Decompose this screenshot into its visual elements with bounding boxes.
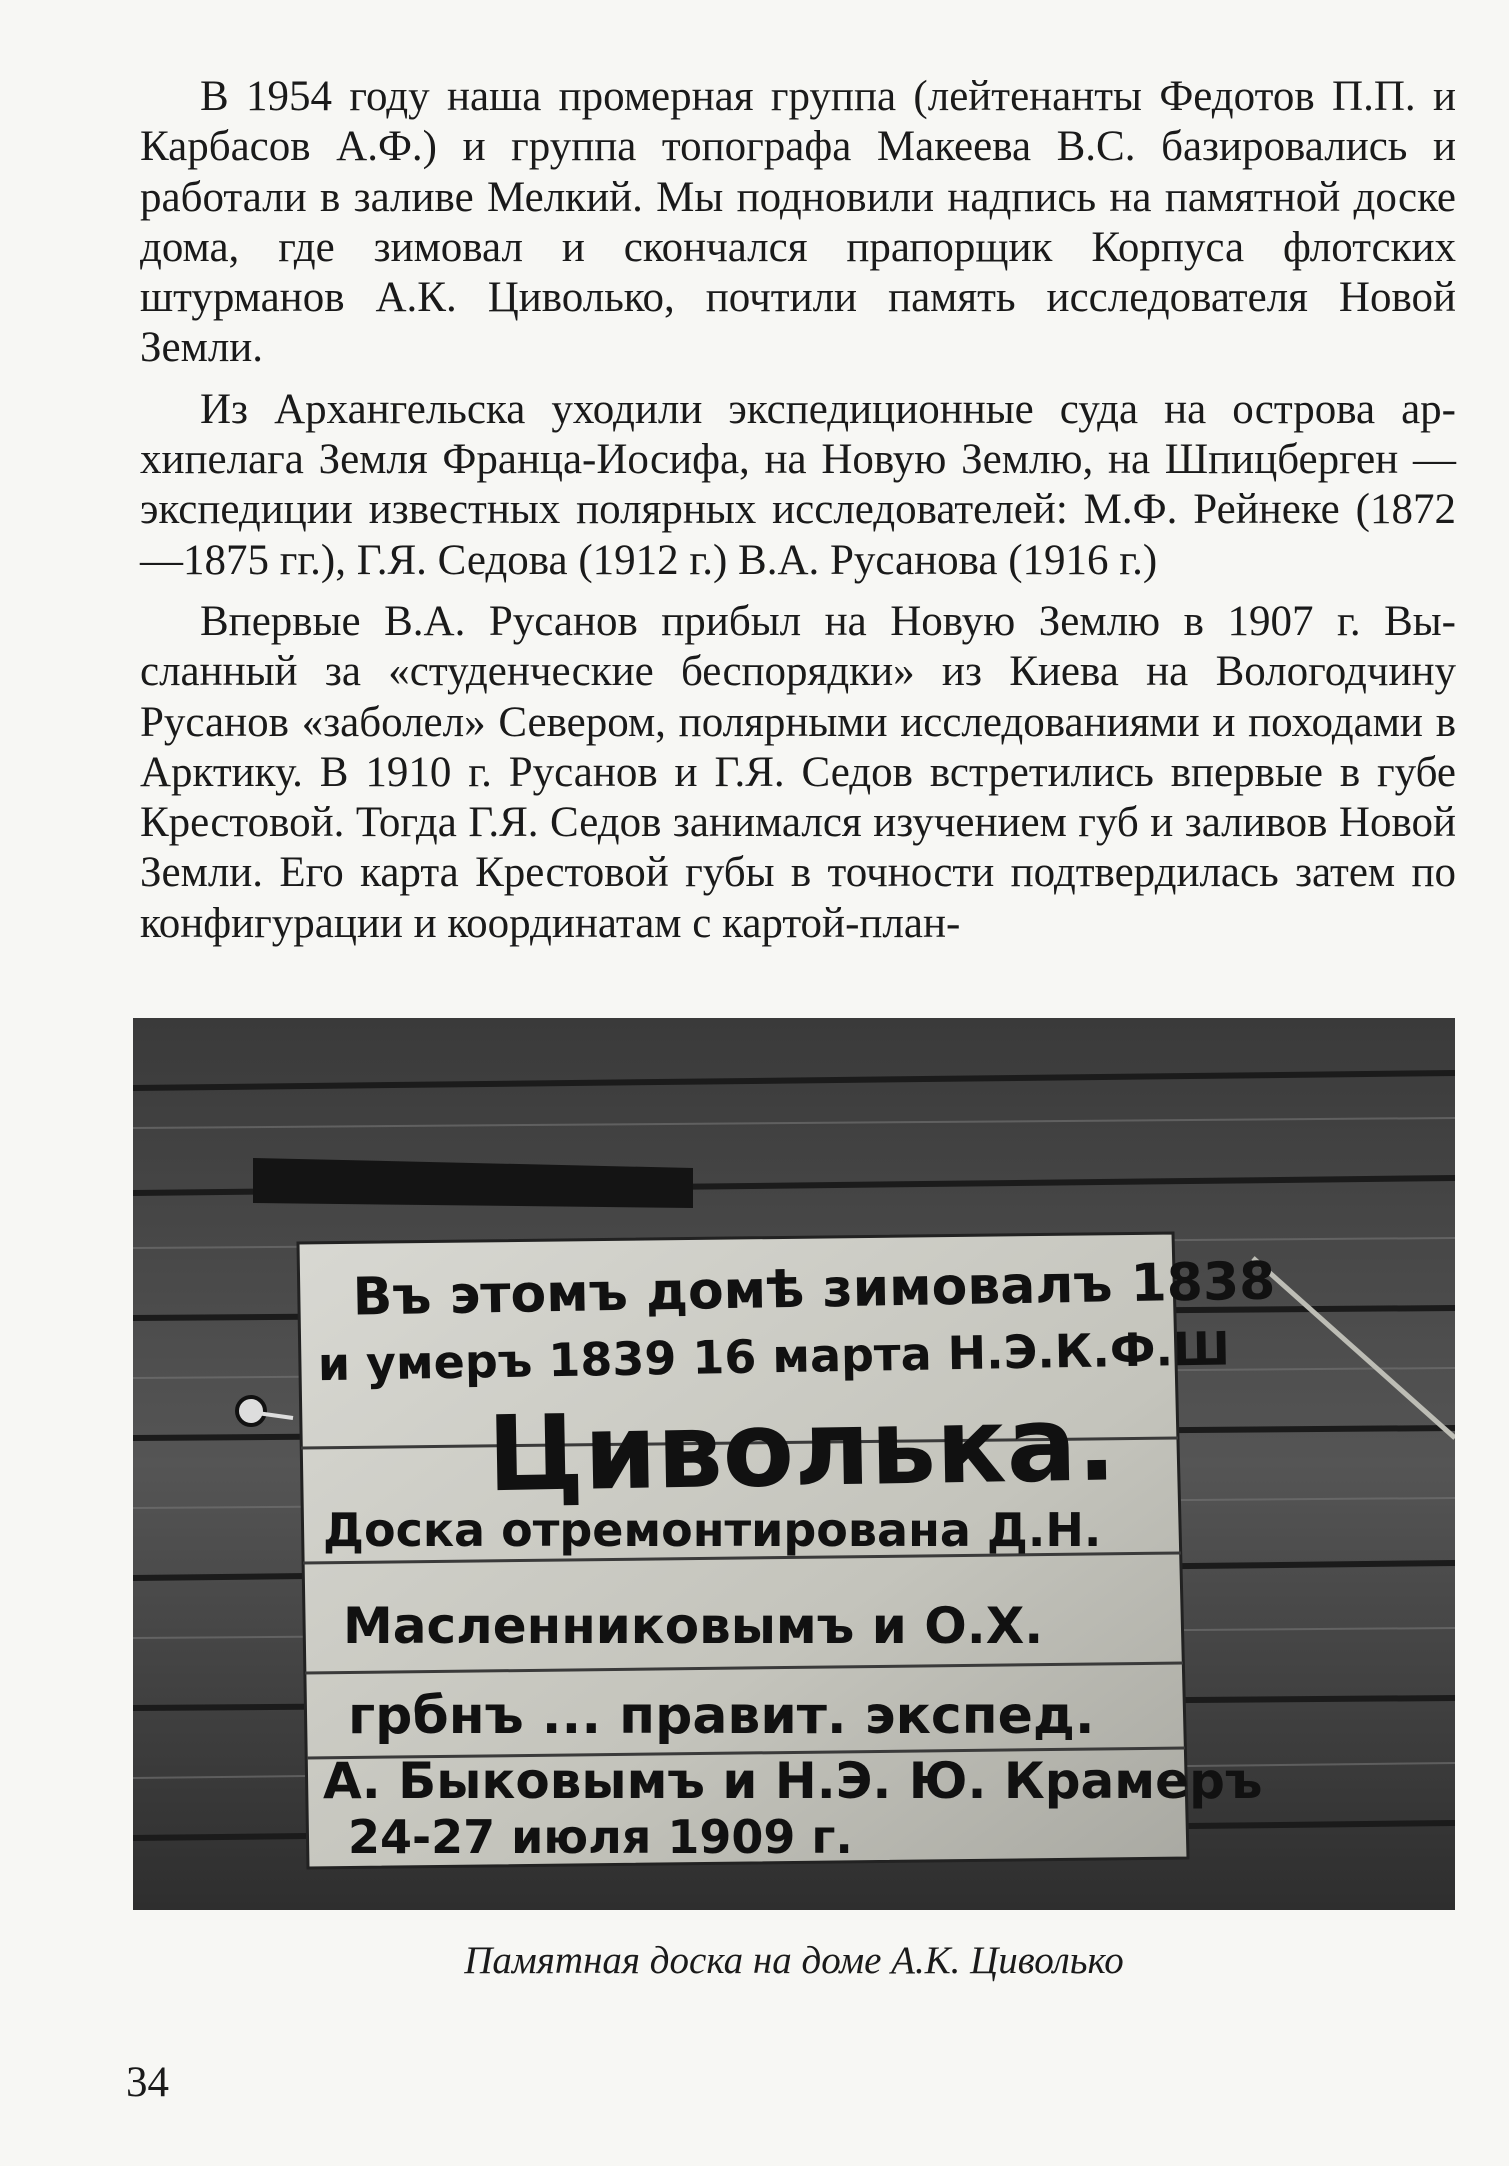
- page-number: 34: [126, 2059, 169, 2106]
- paragraph-3: Впервые В.А. Русанов прибыл на Новую Землю в 1907 г. Высланный за «студенческие беспорядки» из Киева на Вологодчину Русанов «заболел» Севером, полярными исследованиями и походами в Арктику. В 1910 г. Русанов и Г.Я. Седов встретились впервые в губе Крестовой. Тогда Г.Я. Седов занимался изучением губ и заливов Новой Земли. Его карта Крестовой губы в точности подтвердилась затем по конфигурации и координатам с картой-план-: [140, 597, 1456, 947]
- plaque-line-5: Масленниковымъ и О.Х.: [343, 1597, 1044, 1655]
- plaque-line-8: 24-27 июля 1909 г.: [348, 1810, 853, 1864]
- plaque-line-4: Доска отремонтирована Д.Н.: [323, 1503, 1102, 1557]
- plaque-line-6: грбнъ ... правит. экспед.: [348, 1686, 1095, 1746]
- photo-caption: Памятная доска на доме А.К. Циволько: [464, 1939, 1124, 1982]
- plaque-line-2: и умеръ 1839 16 марта Н.Э.К.Ф.Ш: [317, 1321, 1231, 1392]
- body-text: [140, 72, 1456, 949]
- paragraph-2: Из Архангельска уходили экспедиционные суда на острова архипелага Земля Франца-Иосифа, на Новую Землю, на Шпицберген — экспедиции известных полярных исследователей: М.Ф. Рейнеке (1872—1875 гг.), Г.Я. Седова (1912 г.) В.А. Русанова (1916 г.): [140, 385, 1456, 584]
- plaque-photo-image: [133, 1018, 1455, 1910]
- plaque-line-3: Циволька.: [486, 1382, 1118, 1516]
- plaque-line-7: А. Быковымъ и Н.Э. Ю. Крамеръ: [323, 1752, 1263, 1810]
- memorial-plaque-photo: [133, 1018, 1455, 1910]
- paragraph-1: В 1954 году наша промерная группа (лейтенанты Федотов П.П. и Карбасов А.Ф.) и группа топографа Макеева В.С. базировались и работали в заливе Мелкий. Мы подновили надпись на памятной доске дома, где зимовал и скончался прапорщик Корпуса флотских штурманов А.К. Циволько, почтили память исследователя Новой Земли.: [140, 73, 1456, 372]
- plaque-line-1: Въ этомъ домѣ зимовалъ 1838: [352, 1251, 1276, 1328]
